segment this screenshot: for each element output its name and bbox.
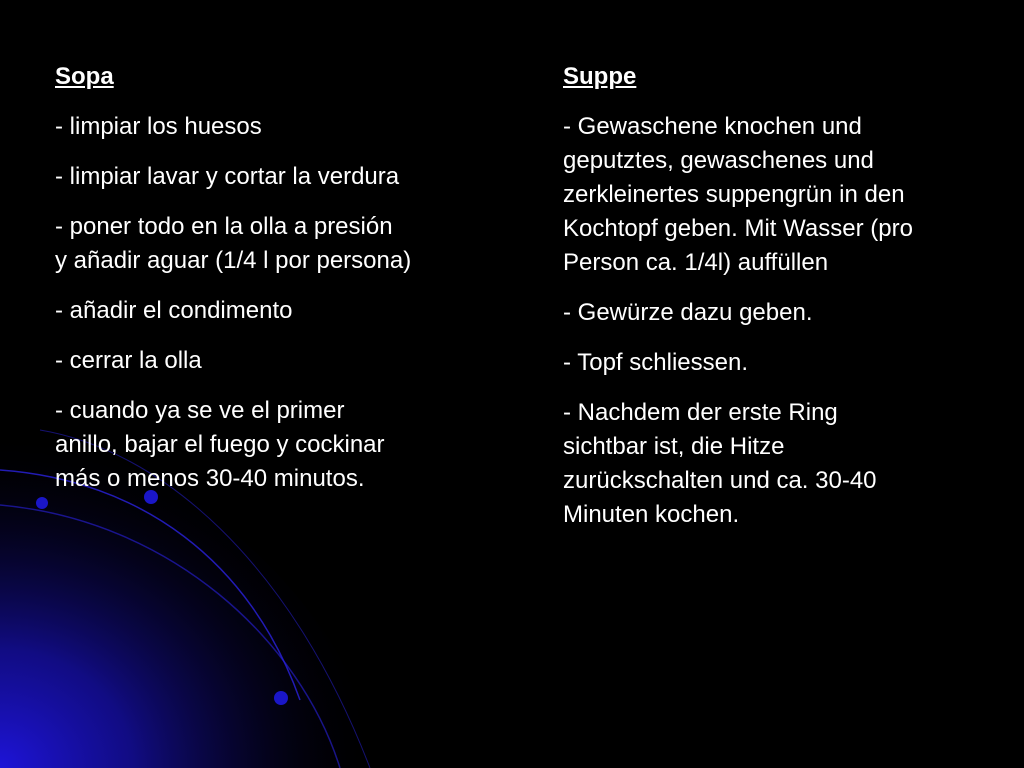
left-column-spanish — [55, 60, 495, 512]
step-text: - cuando ya se ve el primer anillo, bajar el fuego y cockinar más o menos 30-40 minutos. — [55, 397, 385, 492]
step-text: - poner todo en la olla a presión y añadir aguar (1/4 l por persona) — [55, 213, 412, 274]
step-text: - añadir el condimento — [55, 297, 293, 324]
orb-dot-3 — [274, 691, 288, 705]
step-text: - Topf schliessen. — [563, 349, 748, 376]
heading-sopa: Sopa — [55, 63, 114, 90]
step-text: - limpiar lavar y cortar la verdura — [55, 163, 400, 190]
step-text: - cerrar la olla — [55, 347, 202, 374]
step-text: - Gewürze dazu geben. — [563, 299, 813, 326]
step-text: - Nachdem der erste Ring sichtbar ist, die Hitze zurückschalten und ca. 30-40 Minuten kochen. — [563, 399, 877, 528]
step-text: - Gewaschene knochen und geputztes, gewaschenes und zerkleinertes suppengrün in den Kochtopf geben. Mit Wasser (pro Person ca. 1/4l) auffüllen — [563, 113, 913, 276]
orb-dot-1 — [36, 497, 48, 509]
right-column-german — [563, 60, 993, 548]
step-text: - limpiar los huesos — [55, 113, 262, 140]
heading-suppe: Suppe — [563, 63, 637, 90]
